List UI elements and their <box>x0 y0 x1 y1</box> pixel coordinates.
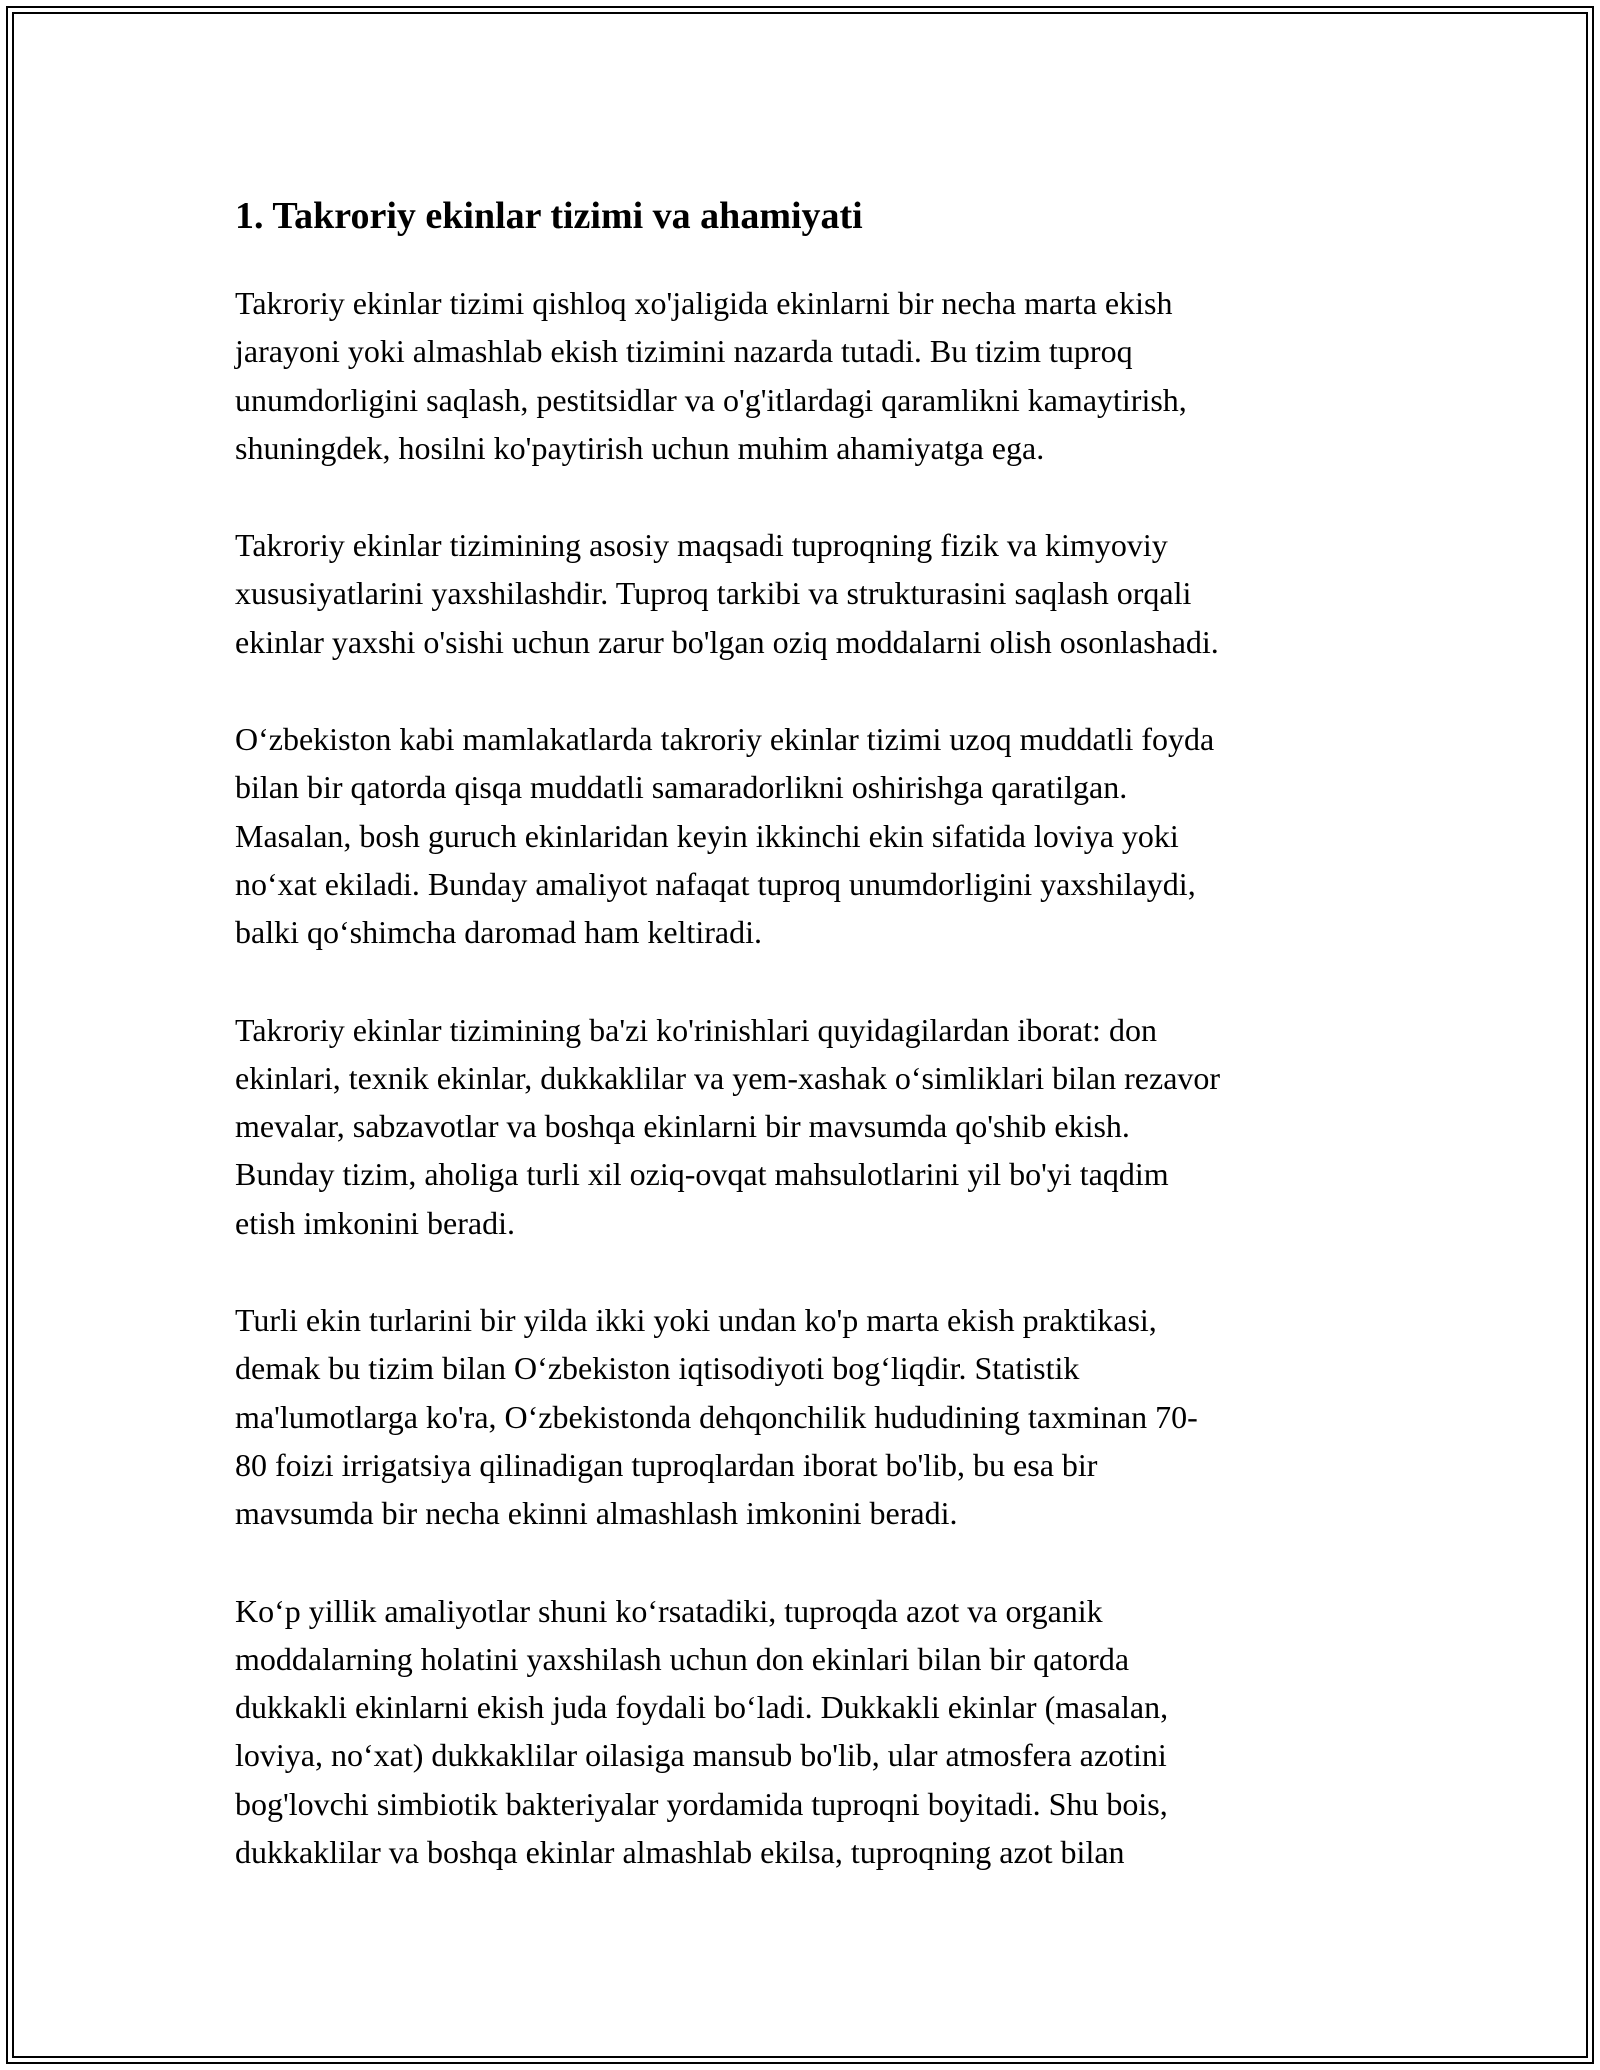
text-line: jarayoni yoki almashlab ekish tizimini nazarda tutadi. Bu tizim tuproq <box>235 333 1133 370</box>
text-line: balki qo‘shimcha daromad ham keltiradi. <box>235 914 762 951</box>
paragraph-2 <box>235 521 1365 666</box>
text-line: moddalarning holatini yaxshilash uchun don ekinlari bilan bir qatorda <box>235 1640 1130 1677</box>
text-line: Takroriy ekinlar tizimining ba'zi ko'rinishlari quyidagilardan iborat: don <box>235 1011 1157 1048</box>
text-line: shuningdek, hosilni ko'paytirish uchun muhim ahamiyatga ega. <box>235 429 1045 466</box>
paragraph-1 <box>235 279 1365 472</box>
paragraph-3 <box>235 715 1365 956</box>
text-line: bog'lovchi simbiotik bakteriyalar yordamida tuproqni boyitadi. Shu bois, <box>235 1785 1168 1822</box>
page-title: 1. Takroriy ekinlar tizimi va ahamiyati <box>235 195 863 237</box>
text-line: Ko‘p yillik amaliyotlar shuni ko‘rsatadiki, tuproqda azot va organik <box>235 1592 1103 1629</box>
text-line: Masalan, bosh guruch ekinlaridan keyin ikkinchi ekin sifatida loviya yoki <box>235 817 1179 854</box>
text-line: dukkaklilar va boshqa ekinlar almashlab ekilsa, tuproqning azot bilan <box>235 1834 1125 1871</box>
document-body <box>235 183 1365 1925</box>
paragraph-5 <box>235 1296 1365 1537</box>
text-line: bilan bir qatorda qisqa muddatli samaradorlikni oshirishga qaratilgan. <box>235 769 1128 806</box>
text-line: Takroriy ekinlar tizimi qishloq xo'jaligida ekinlarni bir necha marta ekish <box>235 285 1173 321</box>
text-line: 80 foizi irrigatsiya qilinadigan tuproqlardan iborat bo'lib, bu esa bir <box>235 1446 1098 1483</box>
paragraph-6 <box>235 1587 1365 1877</box>
paragraph-4 <box>235 1006 1365 1247</box>
text-line: Takroriy ekinlar tizimining asosiy maqsadi tuproqning fizik va kimyoviy <box>235 527 1168 564</box>
text-line: Bunday tizim, aholiga turli xil oziq-ovqat mahsulotlarini yil bo'yi taqdim <box>235 1156 1169 1193</box>
text-line: mevalar, sabzavotlar va boshqa ekinlarni bir mavsumda qo'shib ekish. <box>235 1108 1130 1145</box>
text-line: demak bu tizim bilan O‘zbekiston iqtisodiyoti bog‘liqdir. Statistik <box>235 1350 1080 1387</box>
text-line: ekinlar yaxshi o'sishi uchun zarur bo'lgan oziq moddalarni olish osonlashadi. <box>235 623 1219 660</box>
text-line: loviya, no‘xat) dukkaklilar oilasiga mansub bo'lib, ular atmosfera azotini <box>235 1737 1167 1774</box>
text-line: ma'lumotlarga ko'ra, O‘zbekistonda dehqonchilik hududining taxminan 70- <box>235 1398 1198 1435</box>
text-line: dukkakli ekinlarni ekish juda foydali bo‘ladi. Dukkakli ekinlar (masalan, <box>235 1689 1169 1726</box>
text-line: no‘xat ekiladi. Bunday amaliyot nafaqat tuproq unumdorligini yaxshilaydi, <box>235 865 1196 902</box>
text-line: Turli ekin turlarini bir yilda ikki yoki undan ko'p marta ekish praktikasi, <box>235 1302 1157 1339</box>
text-line: unumdorligini saqlash, pestitsidlar va o'g'itlardagi qaramlikni kamaytirish, <box>235 381 1187 418</box>
text-line: O‘zbekiston kabi mamlakatlarda takroriy ekinlar tizimi uzoq muddatli foyda <box>235 721 1215 758</box>
text-line: ekinlari, texnik ekinlar, dukkaklilar va yem-xashak o‘simliklari bilan rezavor <box>235 1059 1221 1096</box>
text-line: etish imkonini beradi. <box>235 1204 515 1241</box>
text-line: mavsumda bir necha ekinni almashlash imkonini beradi. <box>235 1495 958 1532</box>
text-line: xususiyatlarini yaxshilashdir. Tuproq tarkibi va strukturasini saqlash orqali <box>235 575 1192 612</box>
